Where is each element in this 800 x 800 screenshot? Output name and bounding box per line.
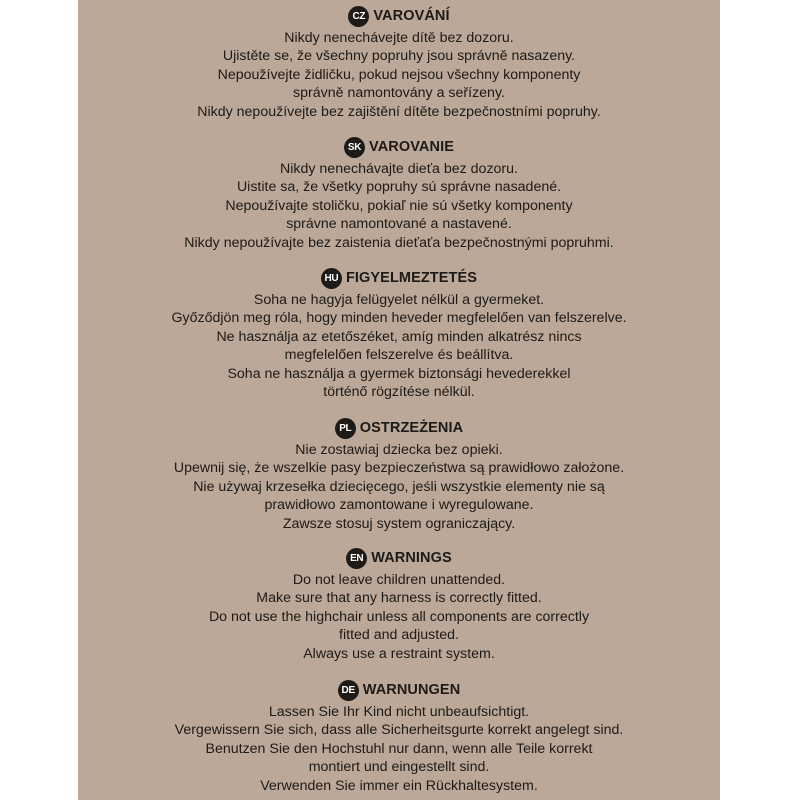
warning-line: Nie zostawiaj dziecka bez opieki. — [295, 442, 503, 458]
warning-line: Nie używaj krzesełka dziecięcego, jeśli wszystkie elementy nie są — [193, 478, 605, 495]
warning-line: megfelelően felszerelve és beállítva. — [284, 347, 514, 364]
warning-line: prawidłowo zamontowane i wyregulowane. — [264, 497, 534, 514]
section-heading — [78, 267, 720, 289]
warning-line: Verwenden Sie immer ein Rückhaltesystem. — [260, 777, 538, 794]
warning-line: Soha ne használja a gyermek biztonsági hevederekkel — [227, 365, 571, 382]
warning-line: Ujistěte se, že všechny popruhy jsou správně nasazeny. — [222, 48, 576, 65]
section-heading — [78, 136, 720, 158]
warning-line: Vergewissern Sie sich, dass alle Sicherheitsgurte korrekt angelegt sind. — [174, 722, 624, 739]
warning-line: Nepoužívajte stoličku, pokiaľ nie sú všetky komponenty — [225, 197, 573, 214]
section-title: WARNUNGEN — [362, 682, 461, 698]
warning-line: fitted and adjusted. — [339, 627, 459, 644]
warning-line: správne namontované a nastavené. — [286, 216, 512, 233]
warning-line: Ne használja az etetőszéket, amíg minden alkatrész nincs — [216, 328, 582, 345]
language-badge-pl: PL — [335, 418, 356, 439]
section-heading — [78, 5, 720, 27]
section-heading — [78, 679, 720, 701]
warning-line: Zawsze stosuj system ograniczający. — [282, 515, 516, 532]
warnings-panel — [78, 0, 720, 800]
warning-line: Upewnij się, że wszelkie pasy bezpieczeństwa są prawidłowo założone. — [173, 460, 625, 477]
section-de — [78, 679, 720, 795]
warning-line: Always use a restraint system. — [303, 645, 495, 662]
warning-line: Do not leave children unattended. — [292, 572, 506, 588]
section-en — [78, 547, 720, 663]
warning-line: Győződjön meg róla, hogy minden heveder megfelelően van felszerelve. — [171, 310, 627, 327]
section-title: OSTRZEŻENIA — [359, 420, 464, 436]
warning-line: Nikdy nepoužívajte bez zaistenia dieťaťa bezpečnostnými popruhmi. — [184, 234, 614, 251]
warning-line: Uistite sa, že všetky popruhy sú správne nasadené. — [236, 179, 562, 196]
section-title: WARNINGS — [371, 550, 452, 566]
warning-line: Make sure that any harness is correctly fitted. — [256, 590, 542, 607]
section-title: VAROVÁNÍ — [373, 8, 450, 24]
language-badge-cz: CZ — [348, 6, 369, 27]
warning-line: Soha ne hagyja felügyelet nélkül a gyermeket. — [253, 292, 545, 308]
section-title: VAROVANIE — [369, 139, 454, 155]
section-sk — [78, 136, 720, 252]
warning-line: montiert und eingestellt sind. — [308, 759, 490, 776]
warning-line: Nikdy nepoužívejte bez zajištění dítěte bezpečnostními popruhy. — [197, 103, 601, 120]
warning-line: Benutzen Sie den Hochstuhl nur dann, wenn alle Teile korrekt — [205, 740, 593, 757]
section-hu — [78, 267, 720, 401]
warning-line: Do not use the highchair unless all components are correctly — [208, 608, 590, 625]
section-pl — [78, 417, 720, 533]
warning-line: správně namontovány a seřízeny. — [293, 85, 505, 102]
warning-line: Lassen Sie Ihr Kind nicht unbeaufsichtigt. — [268, 704, 530, 720]
language-badge-en: EN — [346, 548, 367, 569]
section-title: FIGYELMEZTETÉS — [345, 270, 478, 286]
section-heading — [78, 547, 720, 569]
language-badge-hu: HU — [321, 268, 342, 289]
section-heading — [78, 417, 720, 439]
warning-line: Nikdy nenechávajte dieťa bez dozoru. — [280, 161, 518, 177]
section-cz — [78, 5, 720, 121]
warning-line: Nepoužívejte židličku, pokud nejsou všechny komponenty — [217, 66, 581, 83]
warning-line: történő rögzítése nélkül. — [323, 383, 475, 400]
language-badge-sk: SK — [344, 137, 365, 158]
language-badge-de: DE — [338, 680, 359, 701]
warning-line: Nikdy nenechávejte dítě bez dozoru. — [284, 30, 514, 46]
